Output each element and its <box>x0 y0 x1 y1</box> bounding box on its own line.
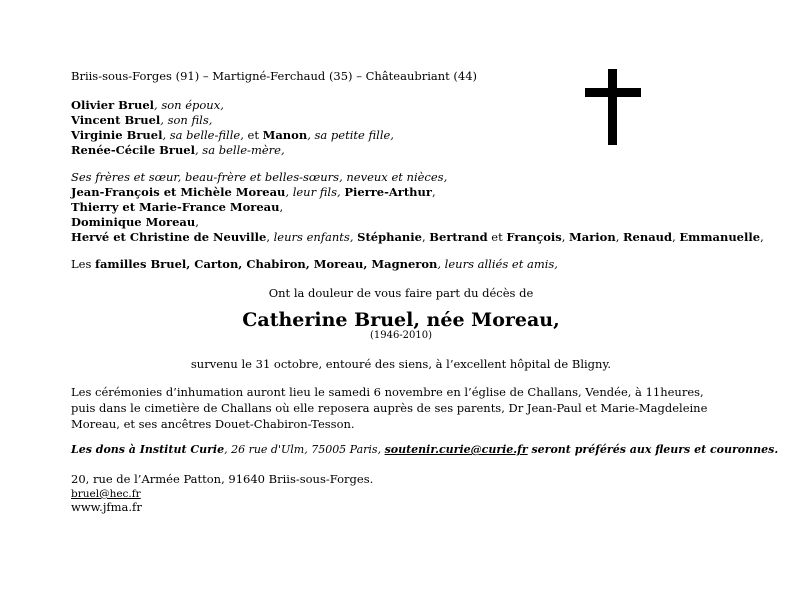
mother-in-law-role: , sa belle-mère, <box>195 143 285 157</box>
spouse-role: , son époux, <box>154 98 224 112</box>
deceased-name: Catherine Bruel, née Moreau, <box>242 309 560 331</box>
granddaughter-name: Manon <box>262 128 308 142</box>
son-role: , son fils, <box>160 113 213 127</box>
mother-in-law-name: Renée-Cécile Bruel <box>71 143 195 157</box>
family-line-mother-in-law <box>71 142 285 158</box>
donations-line: Les dons à Institut Curie, 26 rue d'Ulm, 75005 Paris, soutenir.curie@curie.fr seront préférés aux fleurs et couronnes. <box>71 443 779 456</box>
spouse-name: Olivier Bruel <box>71 98 155 112</box>
siblings-intro: Ses frères et sœur, beau-frère et belles-sœurs, neveux et nièces, <box>71 170 448 184</box>
sibling-line-3: Dominique Moreau, <box>71 215 199 229</box>
donations-email-link[interactable]: soutenir.curie@curie.fr <box>384 443 528 456</box>
family-line-daughter-in-law <box>71 127 394 143</box>
family-line-son <box>71 112 212 128</box>
deceased-dates: (1946-2010) <box>369 330 433 341</box>
daughter-in-law-role: , sa belle-fille, <box>162 128 244 142</box>
cross-icon <box>585 69 641 145</box>
family-line-spouse <box>71 97 224 113</box>
sibling-line-2: Thierry et Marie-France Moreau, <box>71 200 284 214</box>
families-line: Les familles Bruel, Carton, Chabiron, Moreau, Magneron, leurs alliés et amis, <box>71 257 558 271</box>
granddaughter-role: , sa petite fille, <box>307 128 394 142</box>
and-text: et <box>243 128 263 142</box>
son-name: Vincent Bruel <box>71 113 161 127</box>
ceremony-paragraph: Les cérémonies d’inhumation auront lieu le samedi 6 novembre en l’église de Challans, Vendée, à 11heures, puis dans le cimetière de Challans où elle reposera auprès de ses parents, Dr Jean-Paul et Marie-Magdeleine Moreau, et ses ancêtres Douet-Chabiron-Tesson. <box>71 385 708 431</box>
circumstance: survenu le 31 octobre, entouré des siens, à l’excellent hôpital de Bligny. <box>190 357 612 371</box>
daughter-in-law-name: Virginie Bruel <box>71 128 163 142</box>
header-places: Briis-sous-Forges (91) – Martigné-Ferchaud (35) – Châteaubriant (44) <box>71 69 478 83</box>
sibling-line-4: Hervé et Christine de Neuville, leurs enfants, Stéphanie, Bertrand et François, Marion, Renaud, Emmanuelle, <box>71 230 764 244</box>
contact-email-link[interactable]: bruel@hec.fr <box>71 488 141 500</box>
contact-address: 20, rue de l’Armée Patton, 91640 Briis-sous-Forges. <box>71 472 374 486</box>
announcement: Ont la douleur de vous faire part du décès de <box>268 286 534 300</box>
sibling-line-1: Jean-François et Michèle Moreau, leur fils, Pierre-Arthur, <box>71 185 436 199</box>
contact-website[interactable]: www.jfma.fr <box>71 500 142 514</box>
